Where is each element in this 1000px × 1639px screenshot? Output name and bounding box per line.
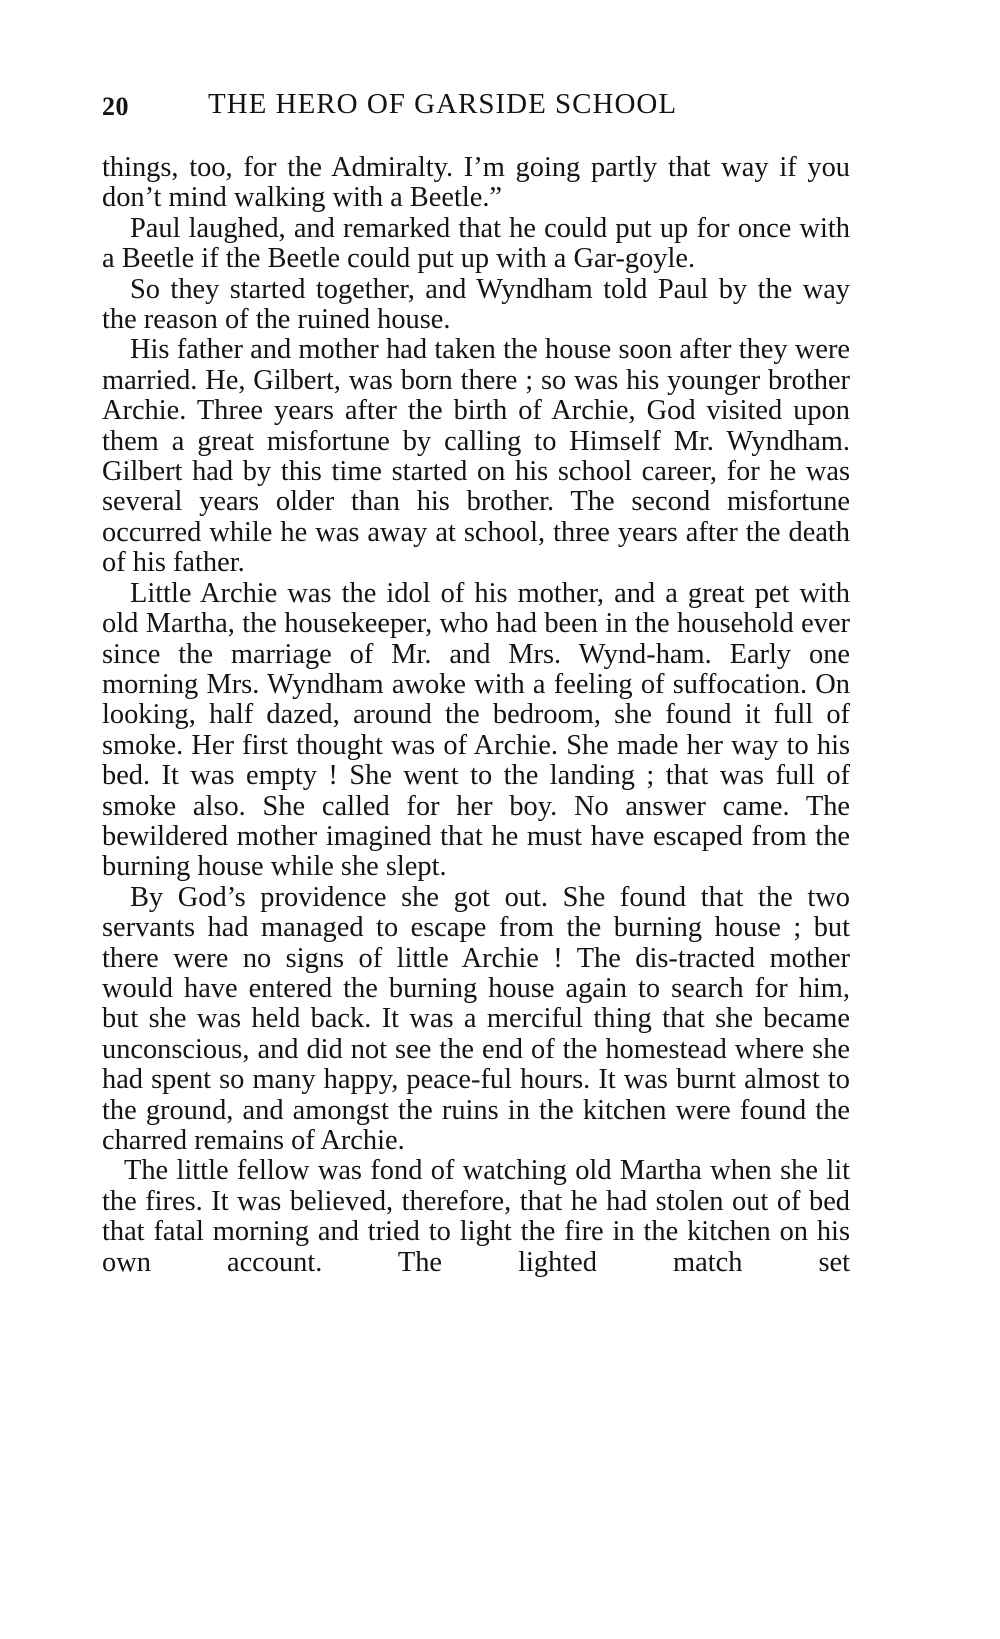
- paragraph-gods-providence: By God’s providence she got out. She found that the two servants had managed to escape from the burning house ; but there were no signs of little Archie ! The dis-tracted mother would have entered the burning house again to search for him, but she was held back. It was a merciful thing that she became unconscious, and did not see the end of the homestead where she had spent so many happy, peace-ful hours. It was burnt almost to the ground, and amongst the ruins in the kitchen were found the charred remains of Archie.: [102, 881, 850, 1156]
- paragraph-started-together: So they started together, and Wyndham told Paul by the way the reason of the ruined house.: [102, 273, 850, 336]
- page-header: [102, 88, 862, 132]
- paragraph-little-archie: Little Archie was the idol of his mother, and a great pet with old Martha, the housekeeper, who had been in the household ever since the marriage of Mr. and Mrs. Wynd-ham. Early one morning Mrs. Wyndham awoke with a feeling of suffocation. On looking, half dazed, around the bedroom, she found it full of smoke. Her first thought was of Archie. She made her way to his bed. It was empty ! She went to the landing ; that was full of smoke also. She called for her boy. No answer came. The bewildered mother imagined that he must have escaped from the burning house while she slept.: [102, 577, 850, 883]
- paragraph-paul-laughed: Paul laughed, and remarked that he could put up for once with a Beetle if the Beetle could put up with a Gar-goyle.: [102, 212, 850, 275]
- running-title: THE HERO OF GARSIDE SCHOOL: [208, 88, 678, 120]
- paragraph-little-fellow: The little fellow was fond of watching old Martha when she lit the fires. It was believed, therefore, that he had stolen out of bed that fatal morning and tried to light the fire in the kitchen on his own account. The lighted match set: [102, 1155, 850, 1278]
- paragraph-continuation: things, too, for the Admiralty. I’m going partly that way if you don’t mind walking with a Beetle.”: [102, 152, 850, 214]
- page-number: 20: [102, 92, 129, 121]
- body-text: [102, 153, 850, 1278]
- paragraph-father-and-mother: His father and mother had taken the house soon after they were married. He, Gilbert, was born there ; so was his younger brother Archie. Three years after the birth of Archie, God visited upon them a great misfortune by calling to Himself Mr. Wyndham. Gilbert had by this time started on his school career, for he was several years older than his brother. The second misfortune occurred while he was away at school, three years after the death of his father.: [102, 334, 850, 579]
